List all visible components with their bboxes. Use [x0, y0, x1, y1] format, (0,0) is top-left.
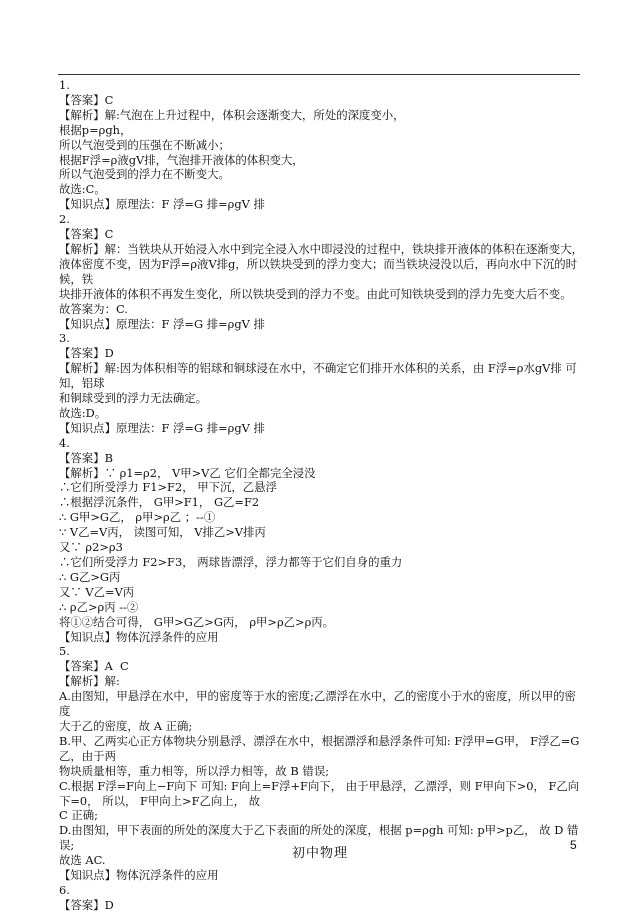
text-line: 所以气泡受到的浮力在不断变大。 [59, 167, 230, 182]
text-line: C.根据 F浮=F向上−F向下 可知: F向上=F浮+F向下， 由于甲悬浮，乙漂浮，则 F甲向下>0， F乙向下=0， 所以， F甲向上>F乙向上， 故 [59, 778, 580, 808]
text-line: 【解析】解：当铁块从开始浸入水中到完全浸入水中即浸没的过程中，铁块排开液体的体积在逐渐变大， [59, 241, 583, 256]
text-line: 【解析】∵ ρ1=ρ2， V甲>V乙 它们全都完全浸没 [59, 465, 316, 480]
text-line: ∴ ρ乙>ρ丙 --② [59, 599, 139, 614]
text-line: 块排开液体的体积不再发生变化，所以铁块受到的浮力不变。由此可知铁块受到的浮力先变大后不变。 [59, 286, 572, 301]
text-line: 【解析】解:因为体积相等的铝球和铜球浸在水中，不确定它们排开水体积的关系，由 F浮=ρ水gV排 可知，铝球 [59, 361, 577, 391]
text-line: 所以气泡受到的压强在不断减小； [59, 137, 230, 152]
text-line: 根据F浮=ρ液gV排，气泡排开液体的体积变大， [59, 152, 304, 167]
text-line: 【知识点】物体沉浮条件的应用 [59, 629, 219, 644]
text-line: 根据p=ρgh， [59, 122, 132, 137]
text-line: 故选 AC. [59, 853, 106, 868]
text-line: 故选:D。 [59, 405, 107, 420]
text-line: 1. [59, 78, 70, 92]
text-line: 故选:C。 [59, 182, 106, 197]
text-line: A.由图知，甲悬浮在水中，甲的密度等于水的密度;乙漂浮在水中，乙的密度小于水的密度，所以甲的密度 [59, 689, 576, 719]
text-line: 【答案】B [59, 450, 113, 465]
text-line: 物块质量相等，重力相等，所以浮力相等，故 B 错误; [59, 763, 330, 778]
text-line: ∴它们所受浮力 F2>F3， 两球皆漂浮，浮力都等于它们自身的重力 [59, 555, 403, 569]
text-line: 又∵ V乙=V丙 [59, 584, 135, 599]
page-number: 5 [570, 838, 577, 852]
text-line: 【知识点】原理法：F 浮=G 排=ρgV 排 [59, 197, 265, 212]
text-line: 5. [59, 644, 70, 659]
text-line: 【答案】D [59, 346, 114, 361]
page-footer: 初中物理 [291, 846, 348, 861]
text-line: C 正确; [59, 808, 98, 823]
header-rule [58, 74, 580, 75]
text-line: 2. [59, 212, 70, 227]
text-line: 6. [59, 882, 70, 897]
text-line: 将①②结合可得， G甲>G乙>G丙， ρ甲>ρ乙>ρ丙。 [59, 614, 335, 629]
text-line: 4. [59, 435, 70, 450]
text-line: 【答案】D [59, 897, 114, 912]
text-line: 3. [59, 331, 70, 346]
text-line: ∵ V乙=V丙， 读图可知， V排乙>V排丙 [59, 525, 266, 540]
text-line: 大于乙的密度，故 A 正确; [59, 718, 193, 733]
text-line: ∴它们所受浮力 F1>F2， 甲下沉，乙悬浮 [59, 480, 277, 495]
text-line: 【解析】解: [59, 674, 120, 689]
text-line: D.由图知，甲下表面的所处的深度大于乙下表面的所处的深度，根据 p=ρgh 可知: p甲>p乙， 故 D 错误; [59, 823, 579, 853]
text-line: B.甲、乙两实心正方体物块分别悬浮、漂浮在水中，根据漂浮和悬浮条件可知: F浮甲=G甲， F浮乙=G乙，由于两 [59, 733, 580, 763]
text-line: 【答案】C [59, 92, 114, 107]
text-line: 又∵ ρ2>ρ3 [59, 540, 123, 555]
text-line: ∴ G甲>G乙， ρ甲>ρ乙 ；--① [59, 510, 216, 525]
text-line: 液体密度不变，因为F浮=ρ液V排g，所以铁块受到的浮力变大；而当铁块浸没以后，再向水中下沉的时候，铁 [59, 256, 578, 286]
text-line: 【解析】解:气泡在上升过程中，体积会逐渐变大，所处的深度变小， [59, 107, 405, 122]
text-line: ∴ G乙>G丙 [59, 569, 121, 584]
text-line: 和铜球受到的浮力无法确定。 [59, 391, 208, 406]
text-line: 【答案】A C [59, 659, 129, 674]
text-line: 故答案为：C. [59, 301, 128, 316]
answer-content [59, 78, 583, 913]
text-line: 【知识点】物体沉浮条件的应用 [59, 868, 219, 883]
text-line: 【知识点】原理法：F 浮=G 排=ρgV 排 [59, 420, 265, 435]
text-line: 【知识点】原理法：F 浮=G 排=ρgV 排 [59, 316, 265, 331]
text-line: ∴根据浮沉条件， G甲>F1， G乙=F2 [59, 495, 260, 510]
text-line: 【答案】C [59, 227, 114, 242]
